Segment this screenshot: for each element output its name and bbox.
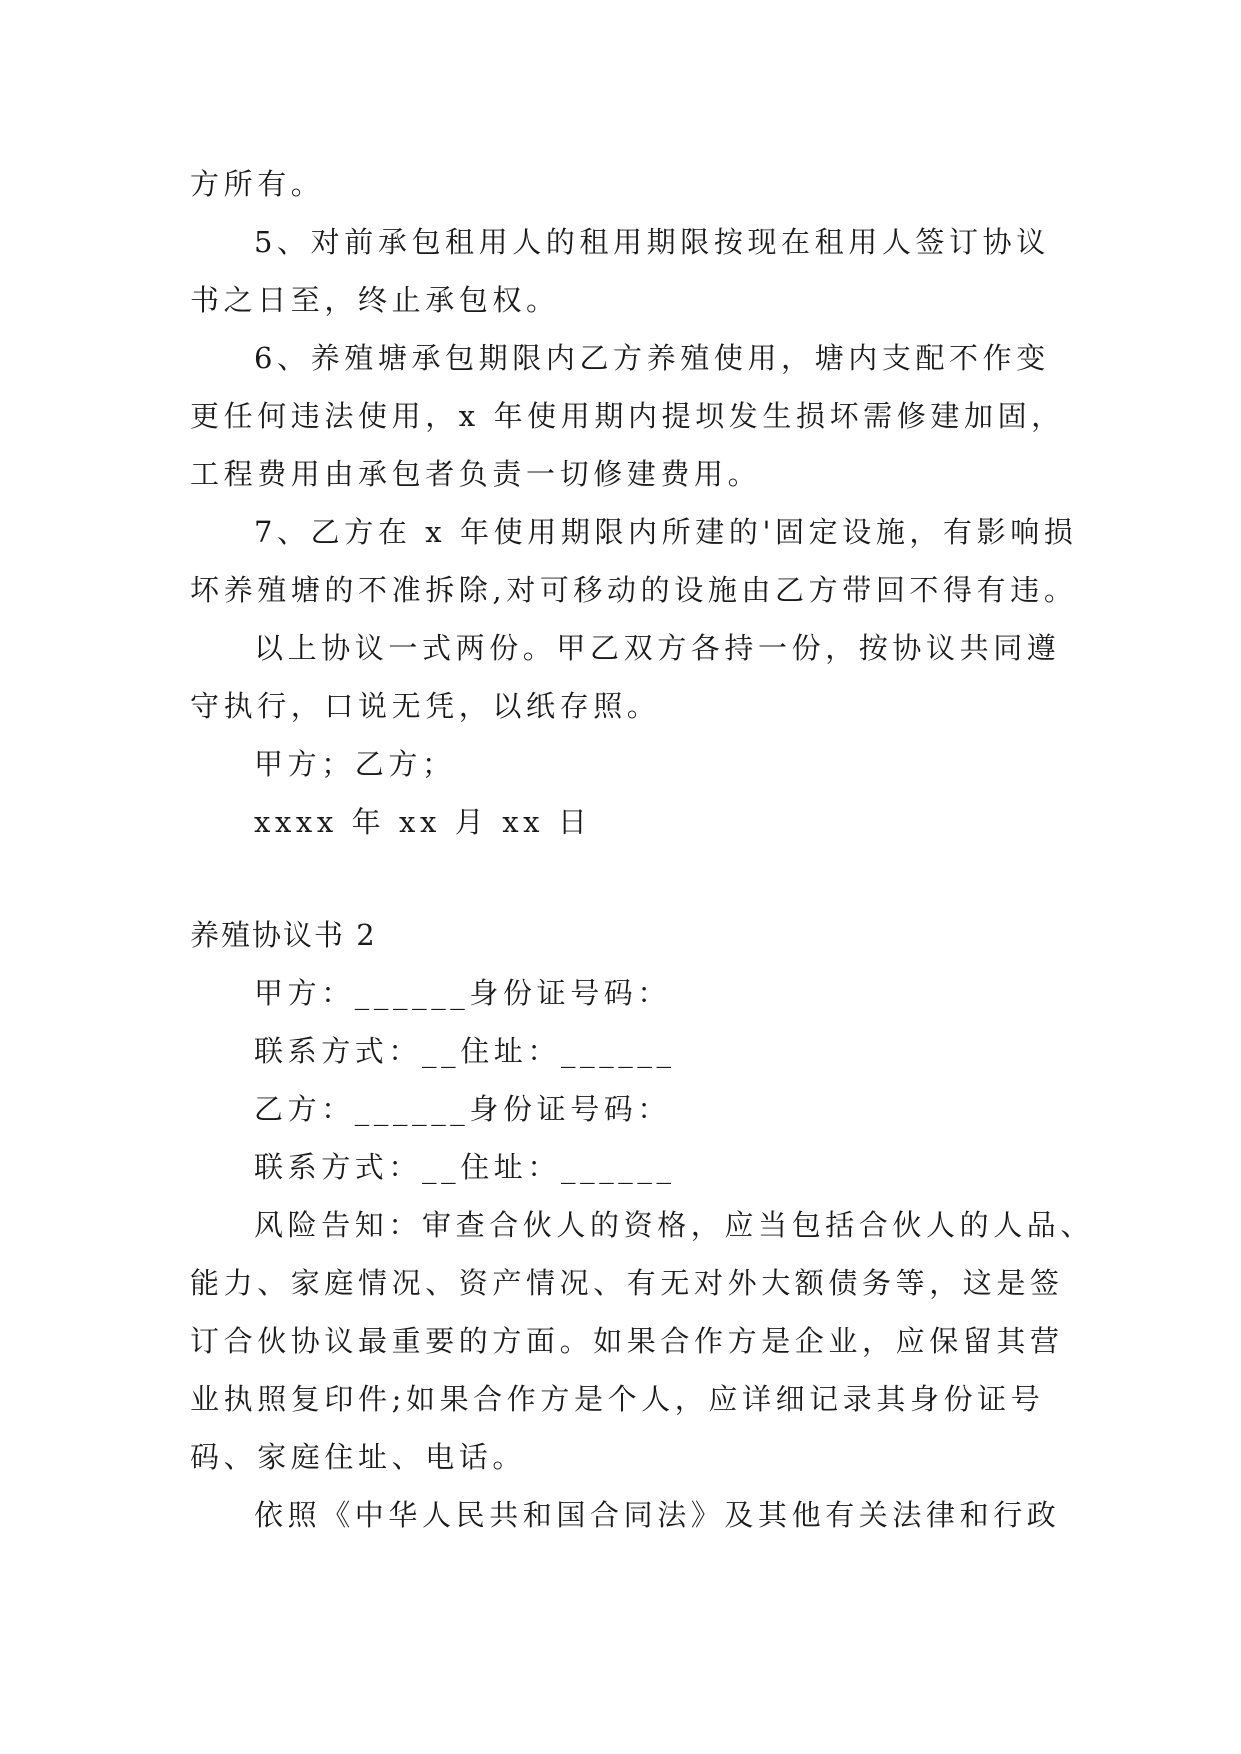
paragraph-line: 坏养殖塘的不准拆除,对可移动的设施由乙方带回不得有违。 [190, 573, 1078, 607]
paragraph-line: 更任何违法使用，x 年使用期内提坝发生损坏需修建加固， [190, 399, 1065, 433]
document-page [190, 155, 1095, 1544]
paragraph-line: 书之日至，终止承包权。 [190, 283, 560, 317]
party-b-line: 乙方：______身份证号码： [254, 1092, 672, 1126]
paragraph-line: 6、养殖塘承包期限内乙方养殖使用，塘内支配不作变 [254, 341, 1050, 375]
paragraph-line: 能力、家庭情况、资产情况、有无对外大额债务等，这是签 [190, 1266, 1064, 1300]
contact-line: 联系方式：__住址：______ [254, 1150, 676, 1184]
paragraph-line: 码、家庭住址、电话。 [190, 1440, 527, 1474]
paragraph-line: 7、乙方在 x 年使用期限内所建的'固定设施，有影响损 [254, 515, 1078, 549]
paragraph-line: 订合伙协议最重要的方面。如果合作方是企业，应保留其营 [190, 1324, 1064, 1358]
section-gap [190, 851, 1050, 906]
paragraph-line: 方所有。 [190, 167, 325, 201]
paragraph-line: 业执照复印件;如果合作方是个人，应详细记录其身份证号 [190, 1382, 1045, 1416]
section-title: 养殖协议书 2 [190, 918, 377, 952]
paragraph-line: 5、对前承包租用人的租用期限按现在租用人签订协议 [254, 225, 1050, 259]
paragraph-line: 守执行，口说无凭，以纸存照。 [190, 689, 661, 723]
date-line: xxxx 年 xx 月 xx 日 [254, 805, 592, 839]
paragraph-line: 工程费用由承包者负责一切修建费用。 [190, 457, 762, 491]
party-a-line: 甲方：______身份证号码： [254, 976, 672, 1010]
contact-line: 联系方式：__住址：______ [254, 1034, 676, 1068]
paragraph-line: 依照《中华人民共和国合同法》及其他有关法律和行政 [254, 1498, 1061, 1532]
signature-line: 甲方；乙方； [254, 747, 456, 781]
paragraph-line: 风险告知：审查合伙人的资格，应当包括合伙人的人品、 [254, 1208, 1095, 1242]
paragraph-line: 以上协议一式两份。甲乙双方各持一份，按协议共同遵 [254, 631, 1061, 665]
